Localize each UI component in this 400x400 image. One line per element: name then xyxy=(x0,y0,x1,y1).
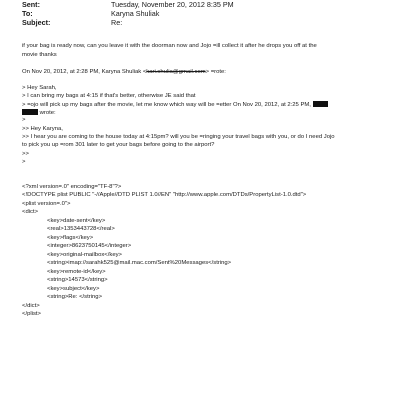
plist-line: <string>Re: </string> xyxy=(47,294,103,300)
plist-line: <key>flags</key> xyxy=(47,235,94,241)
quote-line: to pick you up =rom 301 later to get your bags before going to the airport? xyxy=(22,142,215,148)
redaction-block xyxy=(313,101,328,107)
to-label: To: xyxy=(22,9,33,18)
quote-line xyxy=(22,109,56,117)
sent-label: Sent: xyxy=(22,0,40,9)
plist-line: <key>original-mailbox</key> xyxy=(47,252,122,258)
quote-line: > xyxy=(22,117,26,123)
quote-line: > xyxy=(22,159,26,165)
quote-line: > I can bring my bags at 4:15 if that's better, otherwise JE said that xyxy=(22,93,196,99)
quote-line: >> xyxy=(22,151,29,157)
quote-line xyxy=(22,101,328,109)
redaction-block xyxy=(22,109,38,115)
quote-intro xyxy=(22,69,226,76)
to-value: Karyna Shuliak xyxy=(111,9,160,18)
plist-line: </dict> xyxy=(22,303,40,309)
quote-intro-prefix: On Nov 20, 2012, at 2:28 PM, Karyna Shuliak < xyxy=(22,69,147,75)
plist-line: <key>subject</key> xyxy=(47,286,100,292)
plist-line: <integer>8623750145</integer> xyxy=(47,243,132,249)
quote-line: > Hey Sarah, xyxy=(22,85,57,91)
quote-text: > =ojo will pick up my bags after the movie, let me know which way will be =etter On Nov 20, 2012, at 2:25 PM, xyxy=(22,102,311,108)
subject-value: Re: xyxy=(111,18,123,27)
quote-line: >> I hear you are coming to the house today at 4:15pm? will you be =ringing your travel bags with you, or do I need Jojo xyxy=(22,134,335,140)
plist-line: <real>1353443728</real> xyxy=(47,226,115,232)
quote-text: wrote: xyxy=(38,110,56,116)
plist-line: <dict> xyxy=(22,209,39,215)
plist-line: <plist version=.0"> xyxy=(22,201,71,207)
plist-line: <?xml version=.0" encoding="TF-8"?> xyxy=(22,184,122,190)
quote-intro-email: kari.shulia@gmail.com xyxy=(146,69,206,75)
plist-line: <key>date-sent</key> xyxy=(47,218,106,224)
plist-line: <key>remote-id</key> xyxy=(47,269,106,275)
body-line: movie thanks xyxy=(22,52,57,58)
plist-line: <string>imap://sarahk525@mail.mac.com/Sent%20Messages</string> xyxy=(47,260,232,266)
plist-line: </plist> xyxy=(22,311,41,317)
subject-label: Subject: xyxy=(22,18,51,27)
plist-line: <string>14573</string> xyxy=(47,277,108,283)
plist-line: <!DOCTYPE plist PUBLIC "-//Apple//DTD PLIST 1.0//EN" "http://www.apple.com/DTDs/PropertyList-1.0.dtd"> xyxy=(22,192,307,198)
quote-line: >> Hey Karyna, xyxy=(22,126,63,132)
body-line: if your bag is ready now, can you leave it with the doorman now and Jojo =ill collect it after he drops you off at the xyxy=(22,43,317,49)
sent-value: Tuesday, November 20, 2012 8:35 PM xyxy=(111,0,234,9)
quote-intro-suffix: > =rote: xyxy=(205,69,226,75)
